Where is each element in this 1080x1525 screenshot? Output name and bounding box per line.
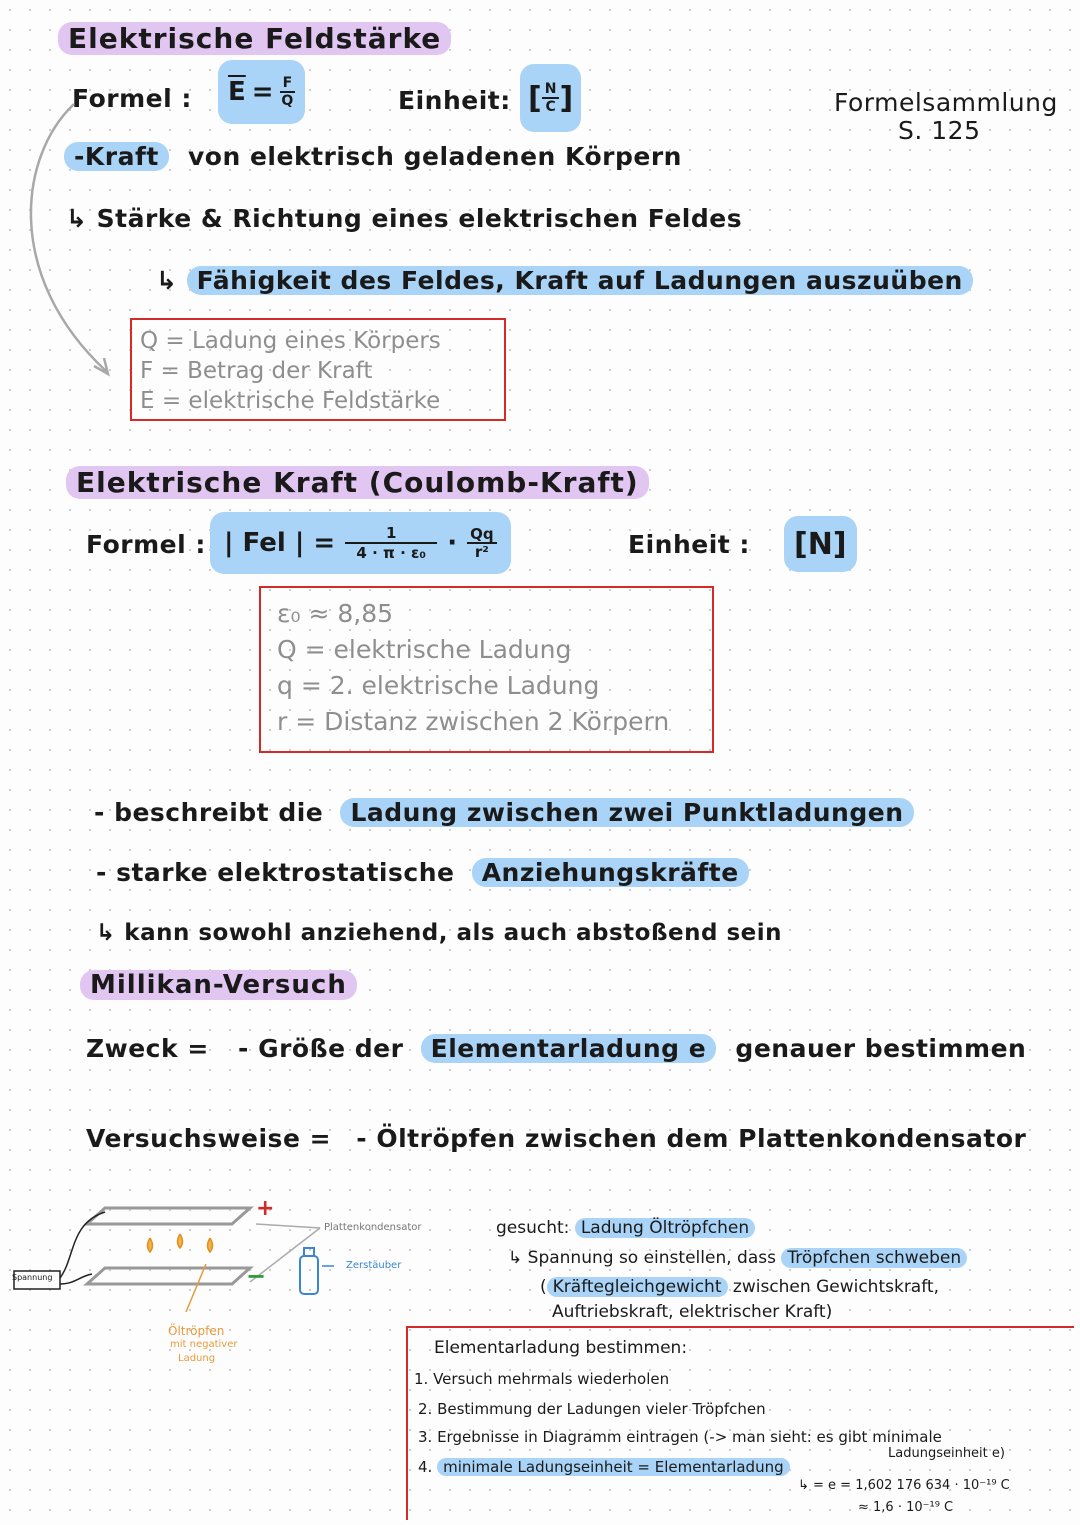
line-zweck (86, 1034, 1026, 1063)
label-plattenkondensator: Plattenkondensator (324, 1222, 422, 1233)
frac-num-n: N (542, 81, 560, 99)
step-3: 3. Ergebnisse in Diagramm eintragen (-> man sieht: es gibt minimale (418, 1428, 942, 1446)
result-approx: ≈ 1,6 · 10⁻¹⁹ C (858, 1500, 954, 1515)
gesucht-label: gesucht: (496, 1218, 570, 1238)
line-auftrieb: Auftriebskraft, elektrischer Kraft) (552, 1302, 833, 1322)
line-anziehend: ↳ kann sowohl anziehend, als auch abstoßend sein (96, 920, 782, 946)
def-f: F = Betrag der Kraft (140, 358, 373, 384)
frac2-num: Qq (467, 526, 497, 544)
line-kraefte (540, 1277, 939, 1297)
kraft-highlight: -Kraft (64, 142, 169, 171)
frac1-num: 1 (345, 524, 437, 544)
line-gesucht (496, 1218, 755, 1238)
bottom-plate (87, 1268, 250, 1284)
label-oel-1: Öltröpfen (168, 1324, 225, 1338)
bullet-kraft-line (64, 142, 682, 171)
arrow-prefix: ↳ (156, 266, 178, 295)
frac-num-f: F (280, 75, 296, 93)
line-beschreibt (94, 798, 914, 827)
step-3-cont: Ladungseinheit e) (888, 1446, 1005, 1461)
zweck-label: Zweck = (86, 1034, 209, 1063)
beschreibt-highlight: Ladung zwischen zwei Punktladungen (340, 798, 913, 827)
kraefte-rest: zwischen Gewichtskraft, (732, 1277, 939, 1297)
fraction-one-over-4pi (345, 524, 437, 562)
zweck-c: genauer bestimmen (735, 1034, 1027, 1063)
title-feldstaerke: Elektrische Feldstärke (58, 22, 451, 55)
arrow-staerke: ↳ Stärke & Richtung eines elektrischen Feldes (66, 204, 743, 233)
label-zerstaeuber: Zerstäuber (346, 1260, 402, 1271)
starke-text: - starke elektrostatische (96, 858, 455, 887)
def-e: E = elektrische Feldstärke (140, 388, 441, 414)
kraft-rest: von elektrisch geladenen Körpern (188, 142, 682, 171)
step-4-highlight: minimale Ladungseinheit = Elementarladung (437, 1458, 790, 1476)
beschreibt-text: - beschreibt die (94, 798, 324, 827)
gesucht-highlight: Ladung Öltröpfchen (575, 1218, 755, 1238)
frac1-den: 4 · π · ε₀ (356, 544, 426, 562)
fraction-n-over-c (542, 81, 560, 115)
kraefte-open: ( (540, 1277, 547, 1297)
step-4-num: 4. (418, 1458, 433, 1476)
curved-arrow-icon (14, 96, 124, 386)
step-1: 1. Versuch mehrmals wiederholen (414, 1370, 670, 1388)
line-spannung (508, 1248, 967, 1268)
einheit-nc (520, 64, 581, 132)
label-oel-3: Ladung (178, 1353, 216, 1364)
anziehung-highlight: Anziehungskräfte (472, 858, 749, 887)
kraeftegleichgewicht-highlight: Kräftegleichgewicht (547, 1277, 728, 1297)
versuch-label: Versuchsweise = (86, 1124, 332, 1153)
frac-den-q: Q (281, 93, 294, 109)
minus-sign: − (246, 1262, 267, 1290)
arrow-faehigkeit-line (156, 266, 973, 295)
spannung-text: ↳ Spannung so einstellen, dass (508, 1248, 776, 1268)
fraction-f-over-q (280, 75, 296, 109)
formula-feldstaerke (218, 60, 305, 124)
bracket-right: ] (559, 80, 574, 116)
ref-page: S. 125 (898, 116, 981, 145)
bracket-left: [ (528, 80, 542, 116)
plus-sign: + (256, 1196, 275, 1221)
label-spannung: Spannung (12, 1273, 53, 1282)
steps-title: Elementarladung bestimmen: (434, 1338, 688, 1358)
formula-eq: = (251, 77, 274, 107)
formula-coulomb (210, 512, 511, 574)
label-oel-2: mit negativer (170, 1339, 238, 1350)
line-starke (96, 858, 749, 887)
definition-box-1 (130, 318, 506, 421)
def-q-upper: Q = elektrische Ladung (277, 635, 572, 664)
schweben-highlight: Tröpfchen schweben (781, 1248, 967, 1268)
step-4-line (418, 1458, 790, 1476)
def-epsilon: ε₀ ≈ 8,85 (277, 599, 394, 628)
top-plate (87, 1208, 250, 1224)
versuch-text: - Öltröpfen zwischen dem Plattenkondensator (356, 1124, 1027, 1153)
title-coulomb: Elektrische Kraft (Coulomb-Kraft) (66, 466, 649, 499)
def-q: Q = Ladung eines Körpers (140, 328, 441, 354)
def-q-lower: q = 2. elektrische Ladung (277, 671, 600, 700)
definition-box-2 (259, 586, 714, 753)
frac2-den: r² (474, 543, 489, 561)
line-versuchsweise (86, 1124, 1026, 1153)
fraction-qq-over-r2 (467, 526, 497, 560)
formula-fel: | Fel | = (224, 528, 336, 558)
einheit-n: [N] (784, 516, 857, 572)
faehigkeit-highlight: Fähigkeit des Feldes, Kraft auf Ladungen auszuüben (187, 266, 973, 295)
def-r: r = Distanz zwischen 2 Körpern (277, 707, 670, 736)
einheit-label-1: Einheit: (398, 86, 511, 115)
elementarladung-highlight: Elementarladung e (421, 1034, 717, 1063)
zweck-a: - Größe der (238, 1034, 404, 1063)
einheit-label-2: Einheit : (628, 530, 750, 559)
formel-label-2: Formel : (86, 530, 206, 559)
formula-dot: · (447, 528, 458, 558)
vector-e: $\overline{E}$ (228, 77, 246, 107)
formel-label-1: Formel : (72, 84, 192, 113)
frac-den-c: C (545, 99, 556, 115)
ref-formelsammlung: Formelsammlung (834, 88, 1058, 117)
step-2: 2. Bestimmung der Ladungen vieler Tröpfchen (418, 1400, 766, 1418)
title-millikan: Millikan-Versuch (80, 970, 357, 1000)
zerstaeuber-icon (300, 1256, 318, 1294)
result-exact: ↳ = e = 1,602 176 634 · 10⁻¹⁹ C (798, 1478, 1010, 1493)
